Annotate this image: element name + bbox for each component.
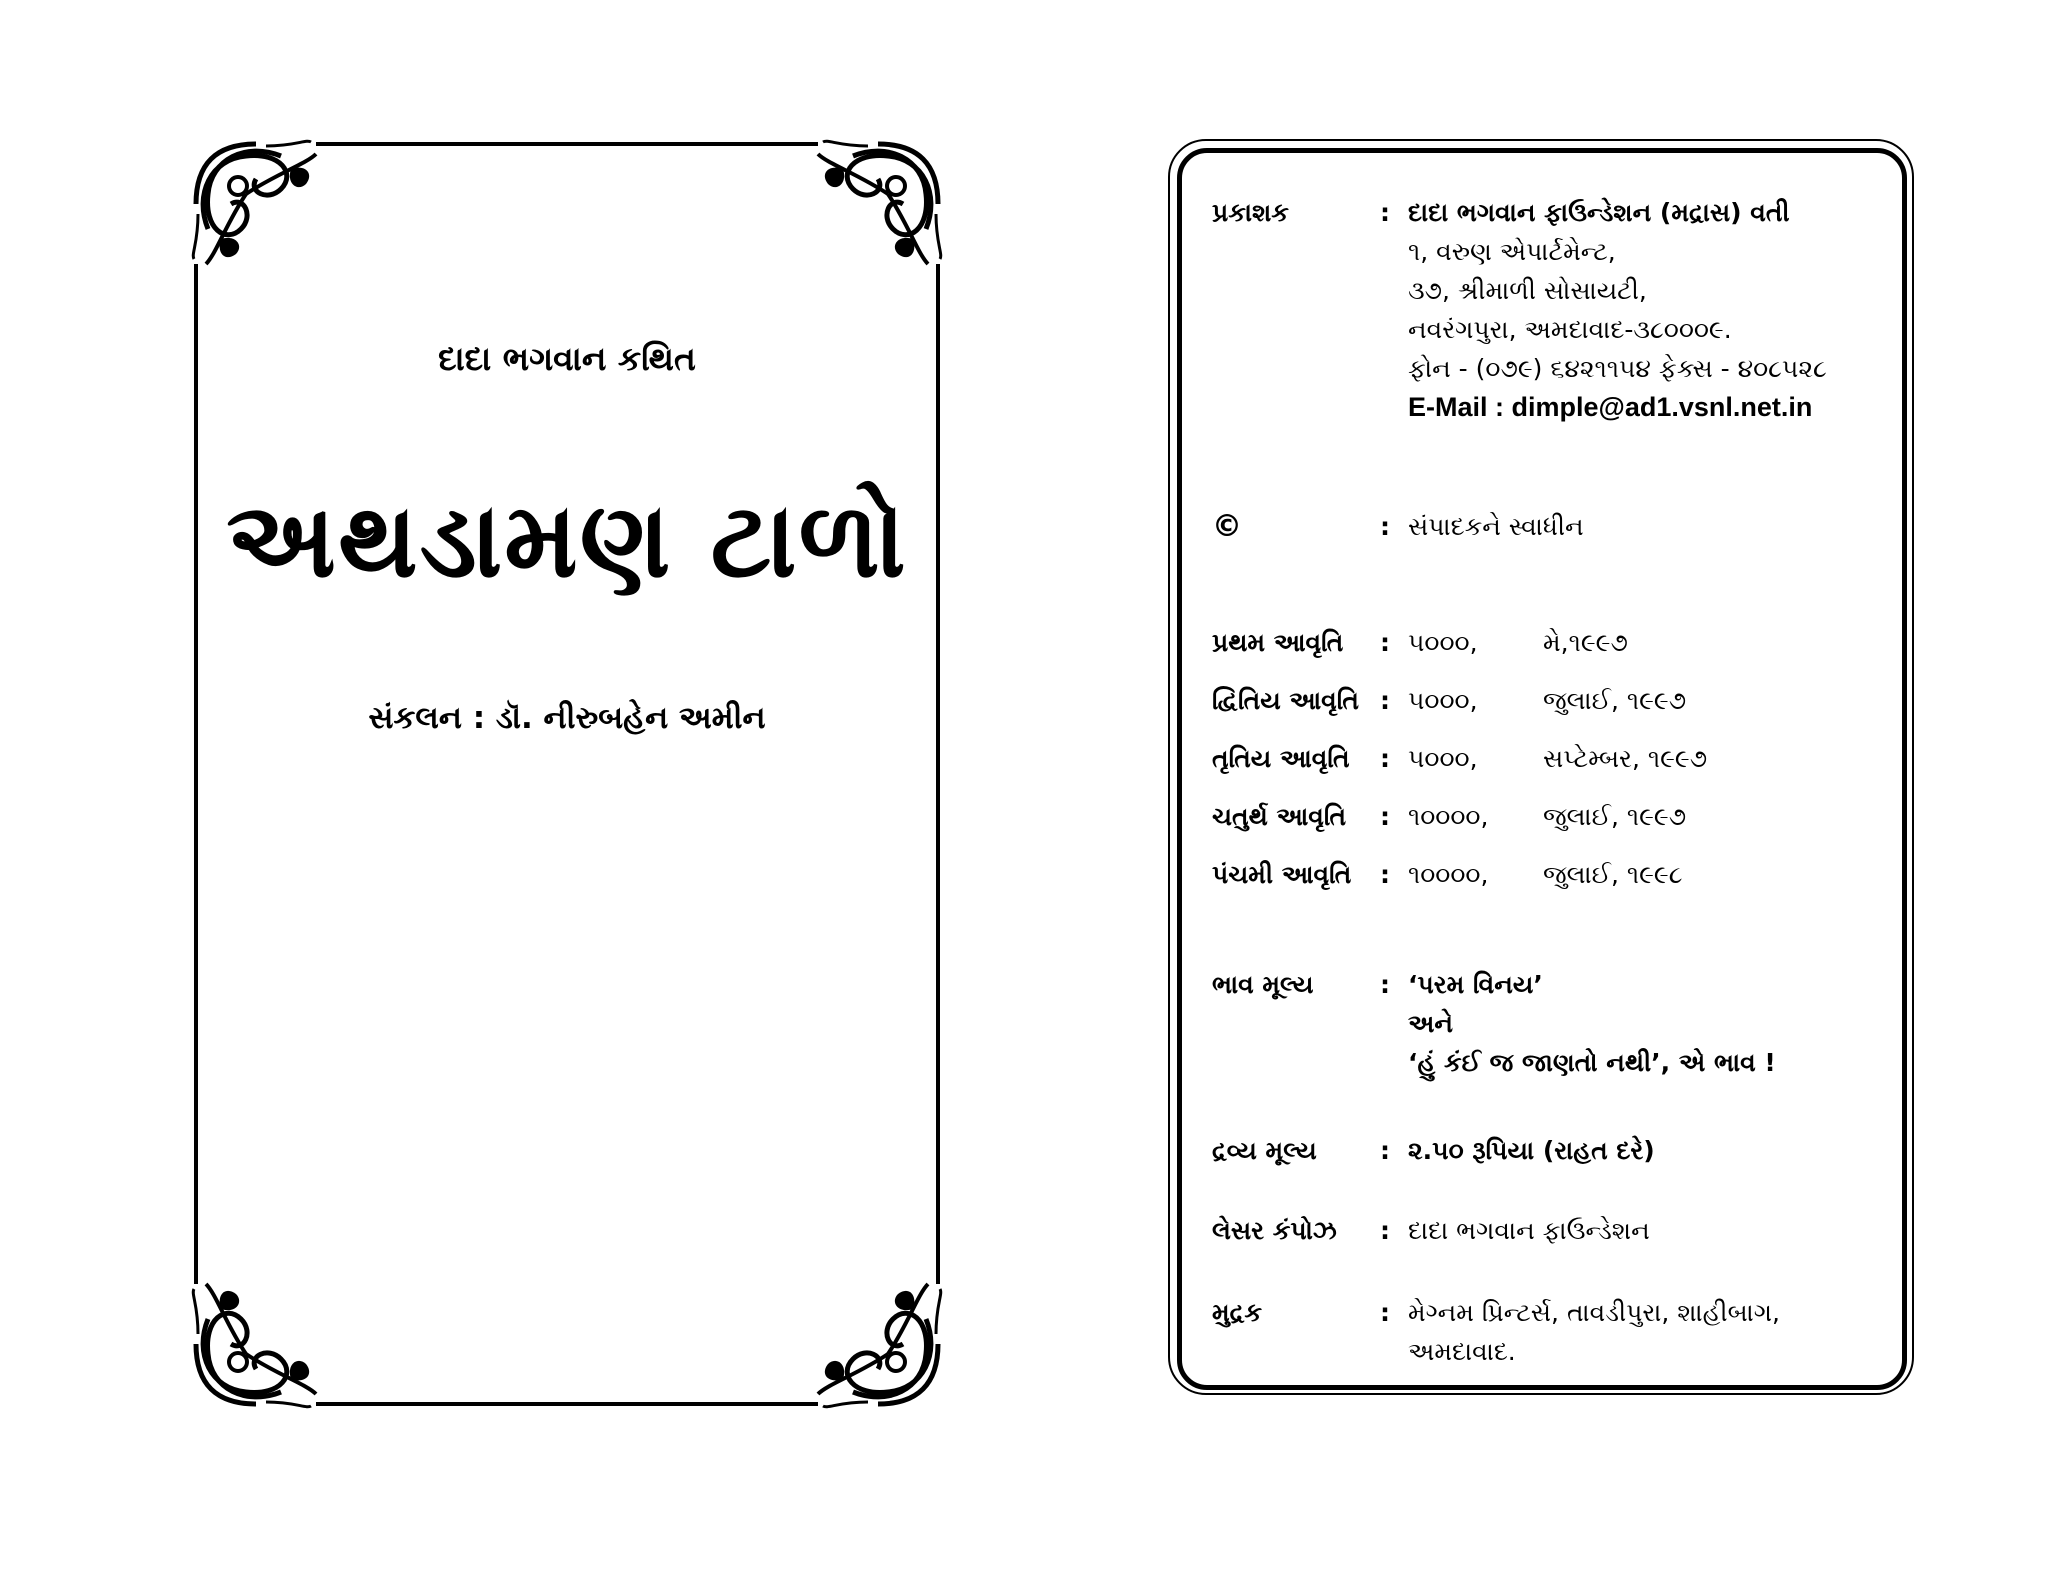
bhav-line: અને (1408, 1009, 1454, 1038)
bhav-mulya-label: ભાવ મૂલ્ય (1212, 970, 1314, 999)
colon: : (1380, 1216, 1390, 1245)
imprint-page (1168, 139, 1918, 1399)
address-line: નવરંગપુરા, અમદાવાદ-૩૮૦૦૦૯. (1408, 315, 1732, 344)
printer-value (1408, 1293, 1908, 1371)
colon: : (1380, 628, 1390, 657)
colon: : (1380, 860, 1390, 889)
edition-count: ૫૦૦૦, (1408, 744, 1478, 773)
colon: : (1380, 970, 1390, 999)
printer-line: મેગ્નમ પ્રિન્ટર્સ, તાવડીપુરા, શાહીબાગ, (1408, 1298, 1780, 1327)
address-line: ૧, વરુણ એપાર્ટમેન્ટ, (1408, 237, 1616, 266)
edition-date: મે,૧૯૯૭ (1543, 628, 1628, 657)
copyright-value: સંપાદકને સ્વાધીન (1408, 512, 1584, 541)
edition-label: પ્રથમ આવૃતિ (1212, 628, 1344, 657)
title-page (186, 134, 948, 1414)
copyright-symbol: © (1212, 509, 1242, 544)
laser-compose-value: દાદા ભગવાન ફાઉન્ડેશન (1408, 1216, 1650, 1245)
edition-count: ૫૦૦૦, (1408, 686, 1478, 715)
bhav-line: ‘પરમ વિનય’ (1408, 970, 1543, 999)
publisher-label: પ્રકાશક (1212, 198, 1289, 227)
bhav-line: ‘હું કંઈ જ જાણતો નથી’, એ ભાવ ! (1408, 1048, 1776, 1077)
colon: : (1380, 198, 1390, 227)
corner-ornament-top-left (193, 141, 316, 264)
edition-date: જુલાઈ, ૧૯૯૭ (1543, 802, 1687, 831)
colon: : (1380, 1136, 1390, 1165)
publisher-details (1408, 193, 1908, 427)
edition-label: પંચમી આવૃતિ (1212, 860, 1352, 889)
colon: : (1380, 802, 1390, 831)
phone-fax-line: ફોન - (૦૭૯) ૬૪૨૧૧૫૪ ફેક્સ - ૪૦૮૫૨૮ (1408, 354, 1827, 383)
corner-ornament-bottom-right (818, 1284, 941, 1407)
book-subtitle: દાદા ભગવાન કથિત (438, 339, 696, 378)
colon: : (1380, 686, 1390, 715)
edition-label: ચતુર્થ આવૃતિ (1212, 802, 1347, 831)
colon: : (1380, 512, 1390, 541)
edition-count: ૧૦૦૦૦, (1408, 802, 1489, 831)
printer-line: અમદાવાદ. (1408, 1337, 1516, 1366)
edition-count: ૧૦૦૦૦, (1408, 860, 1489, 889)
corner-ornament-top-right (818, 141, 941, 264)
edition-label: તૃતિય આવૃતિ (1212, 744, 1350, 773)
bhav-mulya-value (1408, 965, 1908, 1082)
email-line: E-Mail : dimple@ad1.vsnl.net.in (1408, 392, 1813, 422)
edition-date: જુલાઈ, ૧૯૯૭ (1543, 686, 1687, 715)
corner-ornament-bottom-left (193, 1284, 316, 1407)
edition-count: ૫૦૦૦, (1408, 628, 1478, 657)
laser-compose-label: લેસર કંપોઝ (1212, 1216, 1337, 1245)
edition-date: સપ્ટેમ્બર, ૧૯૯૭ (1543, 744, 1708, 773)
imprint-box (1177, 148, 1907, 1390)
ornamental-frame (186, 134, 948, 1414)
colon: : (1380, 744, 1390, 773)
dravya-mulya-label: દ્રવ્ય મૂલ્ય (1212, 1136, 1317, 1165)
book-title: અથડામણ ટાળો (226, 479, 908, 601)
compiler-credit: સંકલન : ડૉ. નીરુબહેન અમીન (368, 700, 766, 736)
dravya-mulya-value: ૨.૫૦ રૂપિયા (રાહત દરે) (1408, 1136, 1655, 1165)
edition-date: જુલાઈ, ૧૯૯૮ (1543, 860, 1683, 889)
printer-label: મુદ્રક (1212, 1298, 1263, 1327)
colon: : (1380, 1298, 1390, 1327)
publisher-name: દાદા ભગવાન ફાઉન્ડેશન (મદ્રાસ) વતી (1408, 198, 1790, 227)
edition-label: દ્વિતિય આવૃતિ (1212, 686, 1359, 715)
address-line: ૩૭, શ્રીમાળી સોસાયટી, (1408, 276, 1647, 305)
